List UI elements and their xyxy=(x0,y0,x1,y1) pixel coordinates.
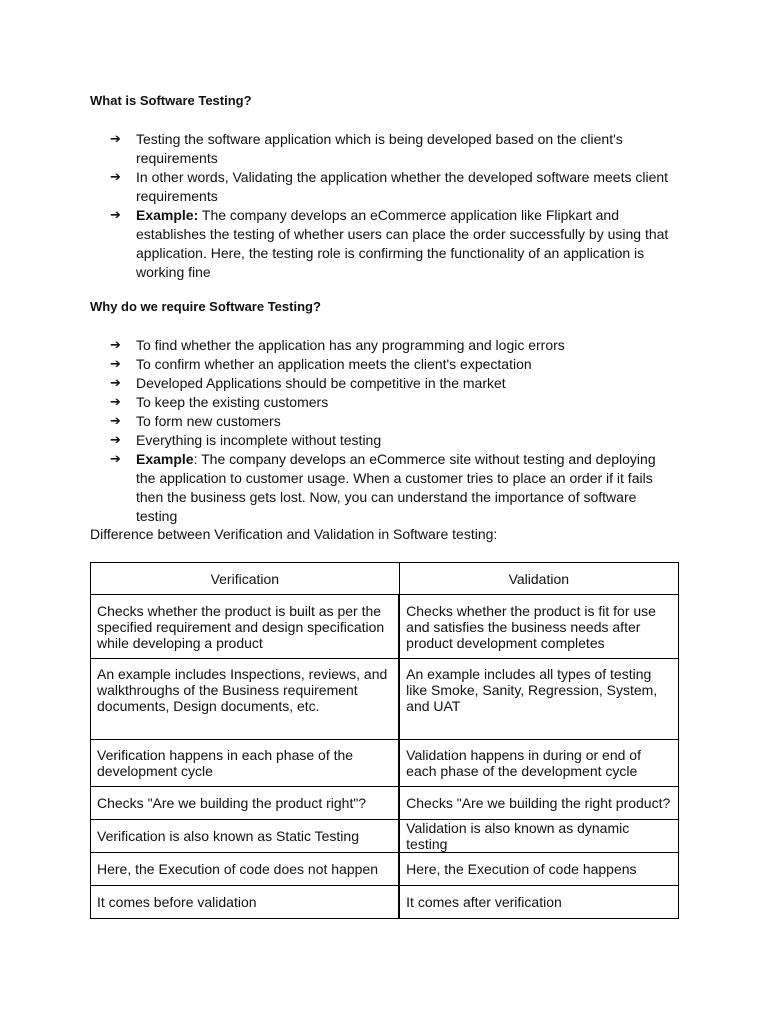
table-cell: Here, the Execution of code happens xyxy=(399,853,678,886)
column-header-validation: Validation xyxy=(399,563,678,595)
table-cell: An example includes Inspections, reviews, and walkthroughs of the Business requirement documents, Design documents, etc. xyxy=(91,659,400,740)
arrow-bullet-icon: ➔ xyxy=(110,376,121,391)
list-item xyxy=(0,431,676,450)
table-row xyxy=(91,820,679,853)
comparison-table xyxy=(90,562,679,919)
table-cell: It comes after verification xyxy=(399,886,678,919)
arrow-bullet-icon: ➔ xyxy=(110,433,121,448)
comparison-intro: Difference between Verification and Validation in Software testing: xyxy=(90,526,498,542)
arrow-bullet-icon: ➔ xyxy=(110,170,121,185)
table-row xyxy=(91,659,679,740)
section1-heading: What is Software Testing? xyxy=(90,93,252,108)
section2-heading: Why do we require Software Testing? xyxy=(90,299,321,314)
arrow-bullet-icon: ➔ xyxy=(110,132,121,147)
table-cell: Verification is also known as Static Testing xyxy=(91,820,400,853)
bullet-text: To confirm whether an application meets the client's expectation xyxy=(136,356,532,372)
bullet-text: To form new customers xyxy=(136,413,281,429)
list-item xyxy=(0,412,676,431)
list-item xyxy=(0,206,676,282)
table-cell: Verification happens in each phase of the development cycle xyxy=(91,740,400,787)
arrow-bullet-icon: ➔ xyxy=(110,208,121,223)
bullet-text: Developed Applications should be competitive in the market xyxy=(136,375,506,391)
bullet-text: Everything is incomplete without testing xyxy=(136,432,382,448)
table-cell: Here, the Execution of code does not happen xyxy=(91,853,400,886)
list-item xyxy=(0,355,676,374)
arrow-bullet-icon: ➔ xyxy=(110,357,121,372)
table-cell: An example includes all types of testing like Smoke, Sanity, Regression, System, and UAT xyxy=(399,659,678,740)
bullet-text: To find whether the application has any programming and logic errors xyxy=(136,337,565,353)
table-cell: Checks whether the product is built as per the specified requirement and design specification while developing a product xyxy=(91,595,400,659)
bullet-text: Testing the software application which is being developed based on the client's requirements xyxy=(136,131,623,166)
bullet-bold-label: Example: xyxy=(136,207,199,223)
table-cell: It comes before validation xyxy=(91,886,400,919)
bullet-bold-label: Example xyxy=(136,451,194,467)
table-cell: Checks whether the product is fit for use and satisfies the business needs after product development completes xyxy=(399,595,678,659)
table-cell: Checks "Are we building the right product? xyxy=(399,787,678,820)
bullet-text: The company develops an eCommerce application like Flipkart and establishes the testing of whether users can place the order successfully by using that application. Here, the testing role is confirming the functionality of an application is working fine xyxy=(136,207,669,280)
table-cell: Validation is also known as dynamic testing xyxy=(399,820,678,853)
list-item xyxy=(0,336,676,355)
arrow-bullet-icon: ➔ xyxy=(110,338,121,353)
table-header-row xyxy=(91,563,679,595)
table-row xyxy=(91,787,679,820)
list-item xyxy=(0,374,676,393)
list-item xyxy=(0,168,676,206)
arrow-bullet-icon: ➔ xyxy=(110,452,121,467)
column-header-verification: Verification xyxy=(91,563,400,595)
table-row xyxy=(91,886,679,919)
table-row xyxy=(91,595,679,659)
list-item xyxy=(0,130,676,168)
section2-bullet-list xyxy=(0,336,768,526)
section1-bullet-list xyxy=(0,130,768,282)
arrow-bullet-icon: ➔ xyxy=(110,414,121,429)
table-row xyxy=(91,853,679,886)
list-item xyxy=(0,450,676,526)
bullet-text: In other words, Validating the application whether the developed software meets client requirements xyxy=(136,169,669,204)
table-row xyxy=(91,740,679,787)
arrow-bullet-icon: ➔ xyxy=(110,395,121,410)
bullet-text: : The company develops an eCommerce site without testing and deploying the application to customer usage. When a customer tries to place an order if it fails then the business gets lost. Now, you can understand the importance of software testing xyxy=(136,451,656,524)
table-cell: Validation happens in during or end of each phase of the development cycle xyxy=(399,740,678,787)
list-item xyxy=(0,393,676,412)
bullet-text: To keep the existing customers xyxy=(136,394,329,410)
table-cell: Checks "Are we building the product right"? xyxy=(91,787,400,820)
